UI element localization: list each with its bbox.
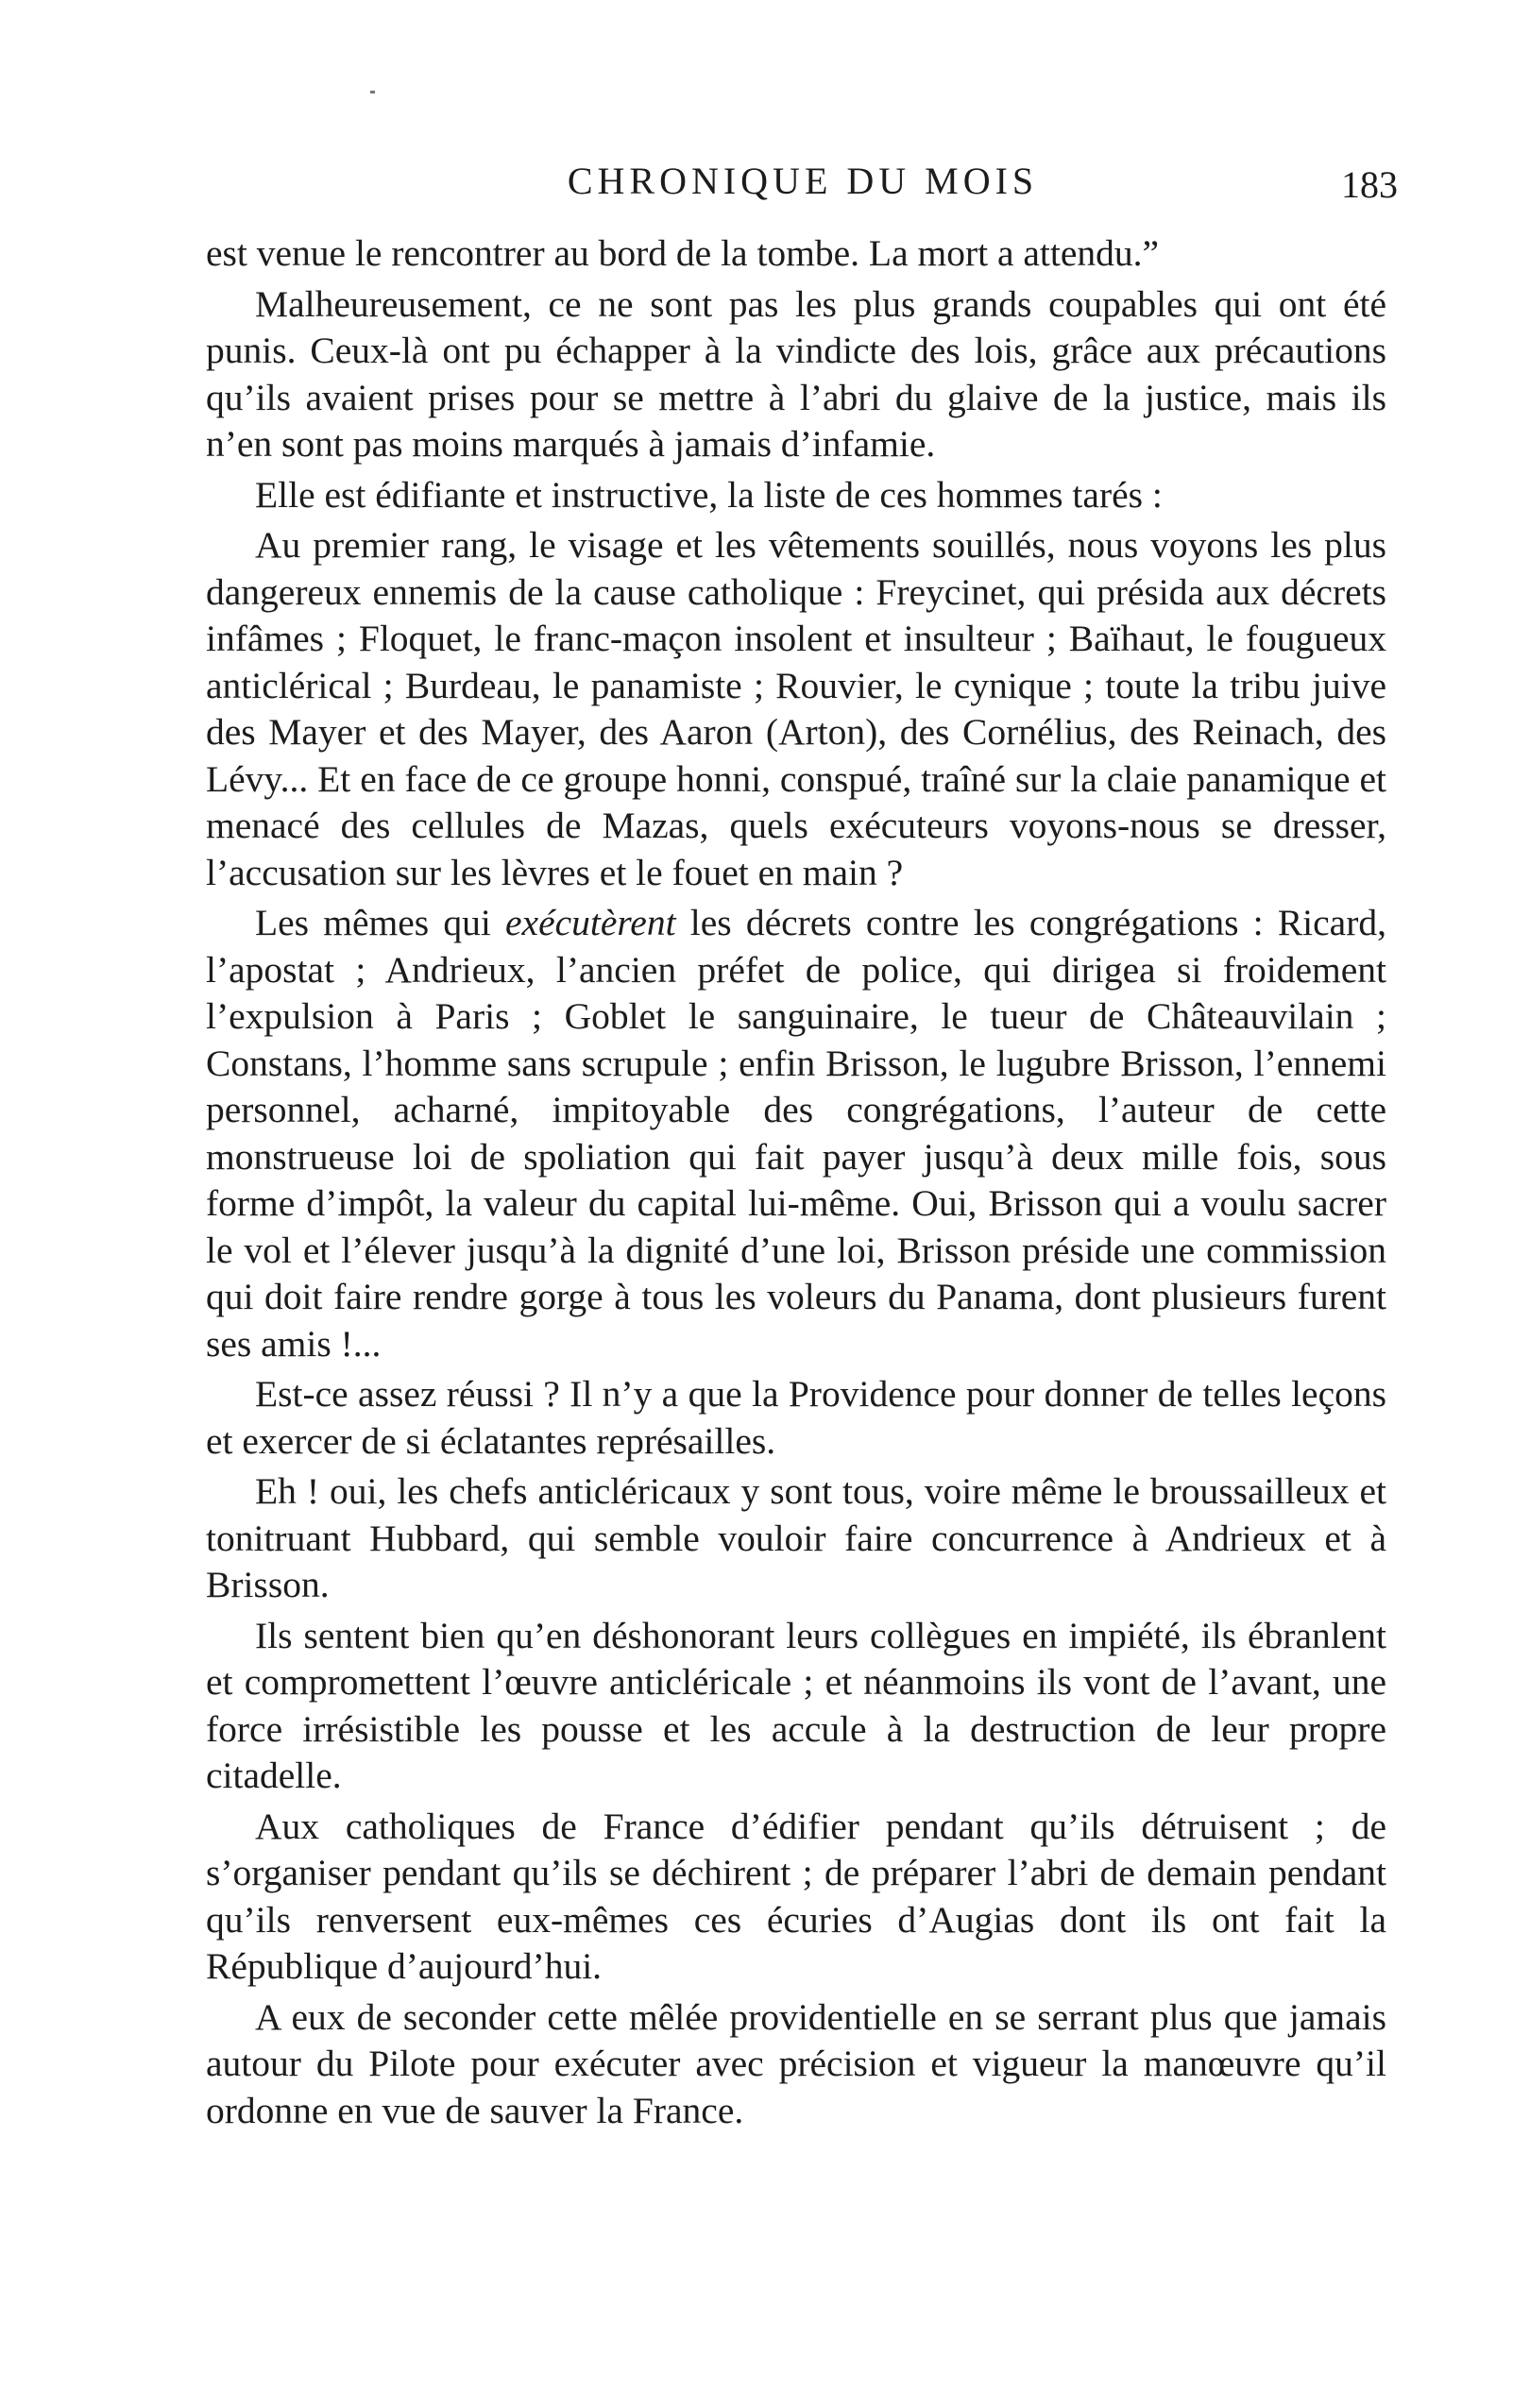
italic-word: exécutèrent (505, 902, 676, 943)
paragraph (206, 900, 1386, 1367)
paragraph: A eux de seconder cette mêlée providentielle en se serrant plus que jamais autour du Pilote pour exécuter avec précision et vigueur la manœuvre qu’il ordonne en vue de sauver la France. (206, 1995, 1386, 2131)
page-number: 183 (1341, 163, 1398, 206)
body-text (206, 230, 1386, 2134)
running-header (208, 159, 1398, 215)
paragraph: Aux catholiques de France d’édifier pendant qu’ils détruisent ; de s’organiser pendant qu’ils se déchirent ; de préparer l’abri de demain pendant qu’ils renversent eux-mêmes ces écuries d’Augias dont ils ont fait la République d’aujourd’hui. (206, 1805, 1386, 1987)
paragraph: Est-ce assez réussi ? Il n’y a que la Providence pour donner de telles leçons et exercer de si éclatantes représailles. (206, 1373, 1386, 1462)
text-run: Les mêmes qui (255, 902, 506, 943)
paragraph: Ils sentent bien qu’en déshonorant leurs collègues en impiété, ils ébranlent et compromettent l’œuvre anticléricale ; et néanmoins ils vont de l’avant, une force irrésistible les pousse et les accule à la destruction de leur propre citadelle. (206, 1614, 1386, 1796)
running-title: CHRONIQUE DU MOIS (567, 160, 1039, 202)
paragraph: Au premier rang, le visage et les vêtements souillés, nous voyons les plus dangereux ennemis de la cause catholique : Freycinet, qui présida aux décrets infâmes ; Floquet, le franc-maçon insolent et insulteur ; Baïhaut, le fougueux anticlérical ; Burdeau, le panamiste ; Rouvier, le cynique ; toute la tribu juive des Mayer et des Mayer, des Aaron (Arton), des Cornélius, des Reinach, des Lévy... Et en face de ce groupe honni, conspué, traîné sur la claie panamique et menacé des cellules de Mazas, quels exécuteurs voyons-nous se dresser, l’accusation sur les lèvres et le fouet en main ? (206, 524, 1386, 893)
paragraph: Eh ! oui, les chefs anticléricaux y sont tous, voire même le broussailleux et tonitruant Hubbard, qui semble vouloir faire concurrence à Andrieux et à Brisson. (206, 1470, 1386, 1605)
paragraph-continuation: est venue le rencontrer au bord de la tombe. La mort a attendu.” (206, 232, 1160, 274)
page-speck (370, 91, 375, 93)
paragraph: Malheureusement, ce ne sont pas les plus grands coupables qui ont été punis. Ceux-là ont pu échapper à la vindicte des lois, grâce aux précautions qu’ils avaient prises pour se mettre à l’abri du glaive de la justice, mais ils n’en sont pas moins marqués à jamais d’infamie. (206, 282, 1386, 465)
text-run: les décrets contre les congrégations : Ricard, l’apostat ; Andrieux, l’ancien préfet de police, qui dirigea si froidement l’expulsion à Paris ; Goblet le sanguinaire, le tueur de Châteauvilain ; Constans, l’homme sans scrupule ; enfin Brisson, le lugubre Brisson, l’ennemi personnel, acharné, impitoyable des congrégations, l’auteur de cette monstrueuse loi de spoliation qui fait payer jusqu’à deux mille fois, sous forme d’impôt, la valeur du capital lui-même. Oui, Brisson qui a voulu sacrer le vol et l’élever jusqu’à la dignité d’une loi, Brisson préside une commission qui doit faire rendre gorge à tous les voleurs du Panama, dont plusieurs furent ses amis !... (206, 902, 1386, 1365)
paragraph: Elle est édifiante et instructive, la liste de ces hommes tarés : (255, 473, 1163, 516)
